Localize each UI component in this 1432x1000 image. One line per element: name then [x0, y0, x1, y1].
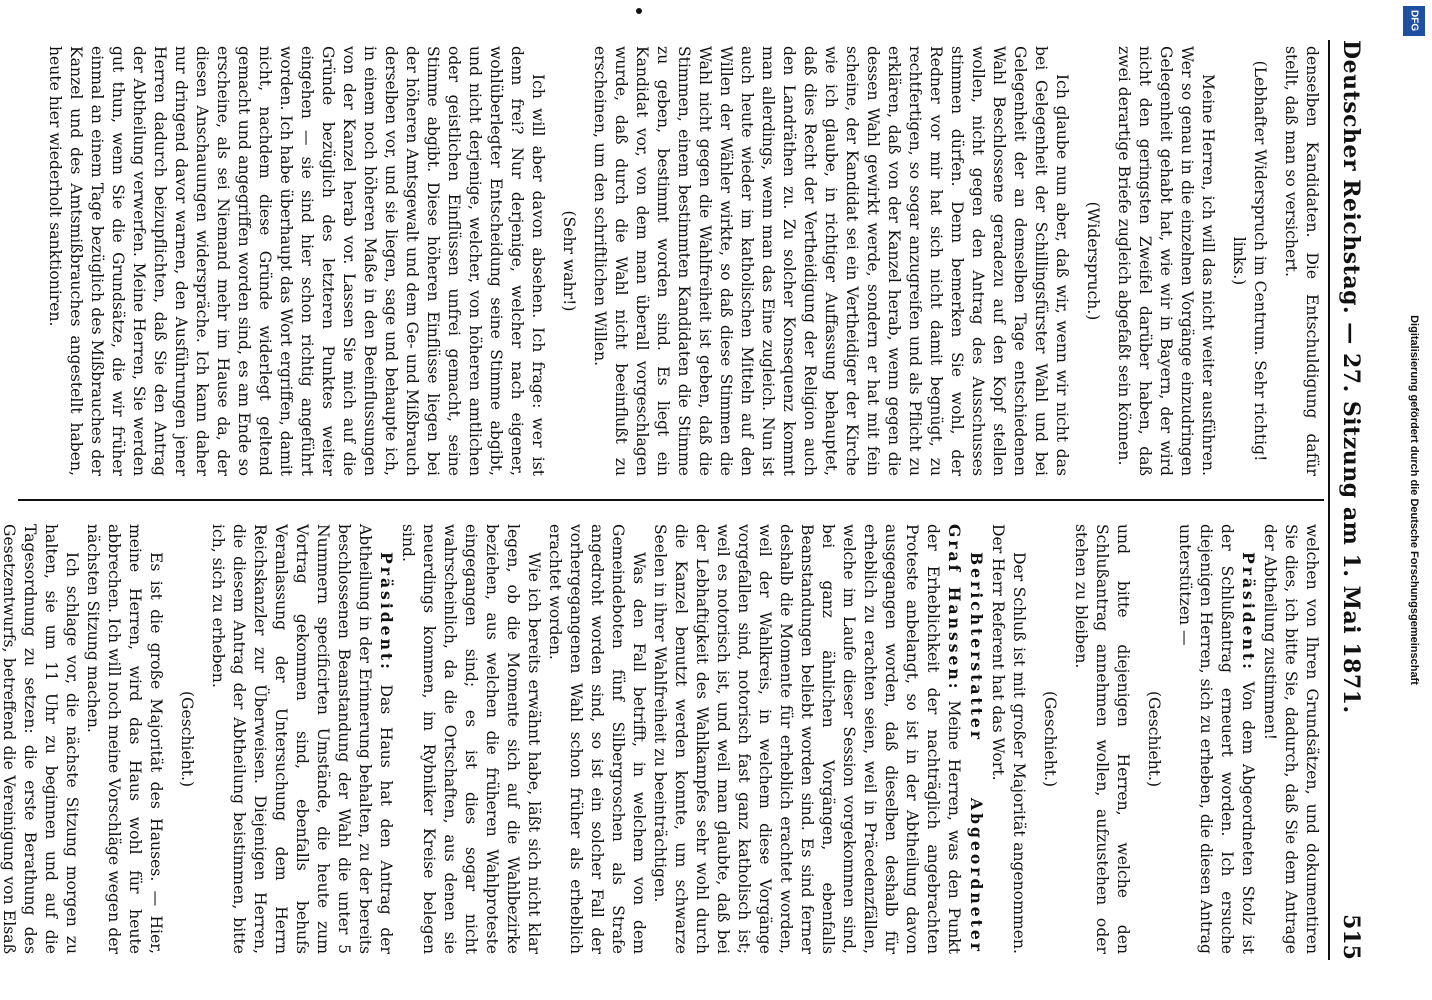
paragraph: [1082, 46, 1103, 476]
paragraph: [544, 524, 649, 954]
paragraph: [207, 524, 397, 954]
paragraph-text: (Lebhafter Widerspruch im Centrum. Sehr richtig! links.): [1230, 60, 1269, 462]
speaker-label: Präsident:: [377, 552, 396, 672]
right-column: [0, 524, 1322, 954]
paragraph-text: (Geschieht.): [178, 690, 196, 788]
paragraph-text: Der Schluß ist mit großer Majorität angenommen. Der Herr Referent hat das Wort.: [989, 524, 1028, 954]
dfg-sidebar: [1402, 0, 1426, 1000]
paragraph-text: und bitte diejenigen Herren, welche den Schlußantrag annehmen wollen, aufzustehen oder stehen zu bleiben.: [1072, 524, 1132, 954]
paragraph: [1228, 46, 1270, 476]
paragraph: [649, 524, 987, 954]
paragraph: [1280, 46, 1322, 476]
dfg-funding-note: Digitalisierung gefördert durch die Deutsche Forschungsgemeinschaft: [1408, 315, 1420, 685]
paragraph: [1113, 46, 1218, 476]
paragraph-text: Wie ich bereits erwähnt habe, läßt sich nicht klar legen, ob die Momente sich auf die Wahlbezirke beziehen, aus welchen die früheren Wahlproteste eingegangen sind; es ist dies sogar nicht wahrscheinlich, da die Ortschaften, aus denen sie neuerdings kommen, im Rybniker Kreise belegen sind.: [399, 524, 543, 954]
paragraph: [1143, 524, 1164, 954]
paragraph-text: Das Haus hat den Antrag der Abtheilung in der Erinnerung behalten, zu der bereits beschlossenen Beanstandung der Wahl die unter 5 Nummern specificirten Umstände, die heute zum Vortrag gekommen sind, ebenfalls behufs Veranlassung der Untersuchung dem Herrn Reichskanzler zur Überweisen. Diejenigen Herren, die diesem Antrag der Abtheilung beistimmen, bitte ich, sich zu erheben.: [209, 524, 395, 954]
paragraph: [1259, 524, 1322, 954]
paragraph-text: Was den Fall betrifft, in welchem von dem Gemeindeboten fünf Silbergroschen als Strafe angedroht worden sind, so ist ein solcher Fall der vorhergegangenen Wahl schon früher als erheblich erachtet worden.: [546, 524, 648, 954]
paragraph: [589, 46, 1072, 476]
paragraph-text: (Widerspruch.): [1084, 201, 1102, 321]
header-rule: [1328, 40, 1330, 960]
paragraph: [44, 46, 548, 476]
paragraph: [0, 524, 82, 954]
paragraph-text: Von dem Abgeordneten Stolz ist der Schlußantrag erneuert worden. Ich ersuche diejenigen Herren, sich zu erheben, die diesen Antrag unterstützen —: [1176, 524, 1257, 954]
paragraph-text: (Geschieht.): [1041, 690, 1059, 788]
paragraph: [1070, 524, 1133, 954]
paragraph: [82, 524, 166, 954]
paragraph-text: Es ist die große Majorität des Hauses. — Hier, meine Herren, wird das Haus wohl für heute abbrechen. Ich will noch meine Vorschläge wegen der nächsten Sitzung machen.: [84, 524, 165, 954]
paragraph-text: (Geschieht.): [1145, 690, 1163, 788]
page-number: 515: [1338, 914, 1364, 960]
speaker-label: Präsident:: [1239, 552, 1258, 672]
paragraph-text: Meine Herren, was den Punkt der Erheblichkeit der nachträglich angebrachten Proteste anbelangt, so ist in der Abtheilung davon ausgegangen worden, daß dieselben deshalb für erheblich zu erachten seien, weil in Präcedenzfällen, welche im Laufe dieser Session vorgekommen sind, bei ganz ähnlichen Vorgängen, ebenfalls Beanstandungen beliebt worden sind. Es sind ferner deshalb die Momente für erheblich erachtet worden, weil der Wahlkreis, in welchem diese Vorgänge vorgefallen sind, notorisch fast ganz katholisch ist; weil es notorisch ist, und weil man glaubte, daß bei der Lebhaftigkeit des Wahlkampfes sehr wohl durch die Kanzel benutzt werden konnte, um schwarze Seelen in ihrer Wahlfreiheit zu beeinträchtigen.: [651, 524, 963, 954]
page-header: [1334, 40, 1368, 960]
paragraph: [176, 524, 197, 954]
paragraph: [558, 46, 579, 476]
paragraph-text: denselben Kandidaten. Die Entschuldigung dafür stellt, daß man so versichert.: [1282, 46, 1321, 476]
paragraph: [987, 524, 1029, 954]
left-column: [18, 46, 1322, 476]
paragraph-text: Ich glaube nun aber, daß wir, wenn wir nicht das bei Gelegenheit der Schillingsfürster Wahl und bei Gelegenheit der an demselben Tage entschiedenen Wahl Beschlossene geradezu auf den Kopf stellen wollen, nicht gegen den Antrag des Ausschusses stimmen dürfen. Denn bemerken Sie wohl, der Redner vor mir hat sich nicht damit begnügt, zu rechtfertigen, so sogar anzugreifen und als Pflicht zu erklären, daß von der Kanzel herab, wenn gegen die dessen Wahl gewirkt werde, sondern er hat mit fein scheine, der Kandidat sei ein Vertheidiger der Kirche wie ich glaube, in richtiger Auffassung behauptet, daß dies Recht der Vertheidigung der Religion auch den Landräthen zu. Zu solcher Konsequenz kommt man allerdings, wenn man das Eine zugleich. Nun ist auch heute wieder im katholischen Mitteln auf den Willen der Wähler wirkte, so daß diese Stimmen die Wahl nicht gegen die Wahlfreiheit ist geben, daß die Stimmen, einem bestimmten Kandidaten die Stimme zu geben, bestimmt worden sind. Es liegt ein Kandidat vor, von dem man überall vorgeschlagen wurde, daß durch die Wahl nicht beeinflußt zu erscheinen, um den schriftlichen Willen.: [591, 46, 1071, 476]
paragraph-text: Ich will aber davon absehen. Ich frage: wer ist denn frei? Nur derjenige, welcher nach eigener, wohlüberlegter Entscheidung seine Stimme abgibt, und nicht derjenige, welcher, von höheren amtlichen oder geistlichen Einflüssen unfrei gemacht, seine Stimme abgibt. Diese höheren Einflüsse liegen bei der höheren Amtsgewalt und dem Ge- und Mißbrauch derselben vor, und sie liegen, sage und behaupte ich, in einem noch höheren Maße in den Beeinflussungen von der Kanzel herab vor. Lassen Sie mich auf die Gründe bezüglich des letzteren Punktes weiter eingehen — sie sind hier schon richtig angeführt worden. Ich habe überhaupt das Wort ergriffen, damit nicht, nachdem diese Gründe widerlegt geltend gemacht und angegriffen worden sind, es am Ende so erscheine, als sei Niemand mehr im Hause da, der diesen Anschauungen widerspräche. Ich kann daher nur dringend davor warnen, den Ausführungen jener Herren dadurch beizupflichten, daß Sie den Antrag der Abtheilung verwerfen. Meine Herren, Sie werden gut thun, wenn Sie die Grundsätze, die wir früher einmal an einem Tage bezüglich des Mißbrauches der Kanzel und des Amtsmißbrauches angestellt haben, heute hier wiederholt sanktioniren.: [46, 46, 547, 477]
paragraph-text: (Sehr wahr!): [560, 210, 578, 312]
paragraph-text: Meine Herren, ich will das nicht weiter ausführen. Wer so genau in die einzelnen Vorgänge einzudringen Gelegenheit gehabt hat, wie wir in Bayern, der wird nicht den geringsten Zweifel darüber haben, daß zwei derartige Briefe zugleich abgefaßt sein können.: [1115, 46, 1217, 476]
column-divider: [18, 499, 1324, 501]
speaker-label: Berichterstatter Abgeordneter Graf Hanssen:: [945, 524, 986, 954]
paragraph: [397, 524, 544, 954]
paragraph: [1174, 524, 1259, 954]
dfg-logo: DFG: [1403, 6, 1425, 36]
paragraph-text: Ich schlage vor, die nächste Sitzung morgen zu halten, sie um 11 Uhr zu beginnen und auf die Tagesordnung zu setzen: die erste Berathung des Gesetzentwurfs, betreffend die Vereinigung von Elsaß: [0, 524, 81, 954]
scan-speck: [636, 8, 642, 14]
paragraph-text: welchen von Ihren Grundsätzen, und dokumentiren Sie dies, ich bitte Sie, dadurch, daß Sie dem Antrage der Abtheilung zustimmen!: [1261, 524, 1321, 954]
paragraph: [1039, 524, 1060, 954]
running-title: Deutscher Reichstag. — 27. Sitzung am 1. Mai 1871.: [1338, 40, 1364, 714]
